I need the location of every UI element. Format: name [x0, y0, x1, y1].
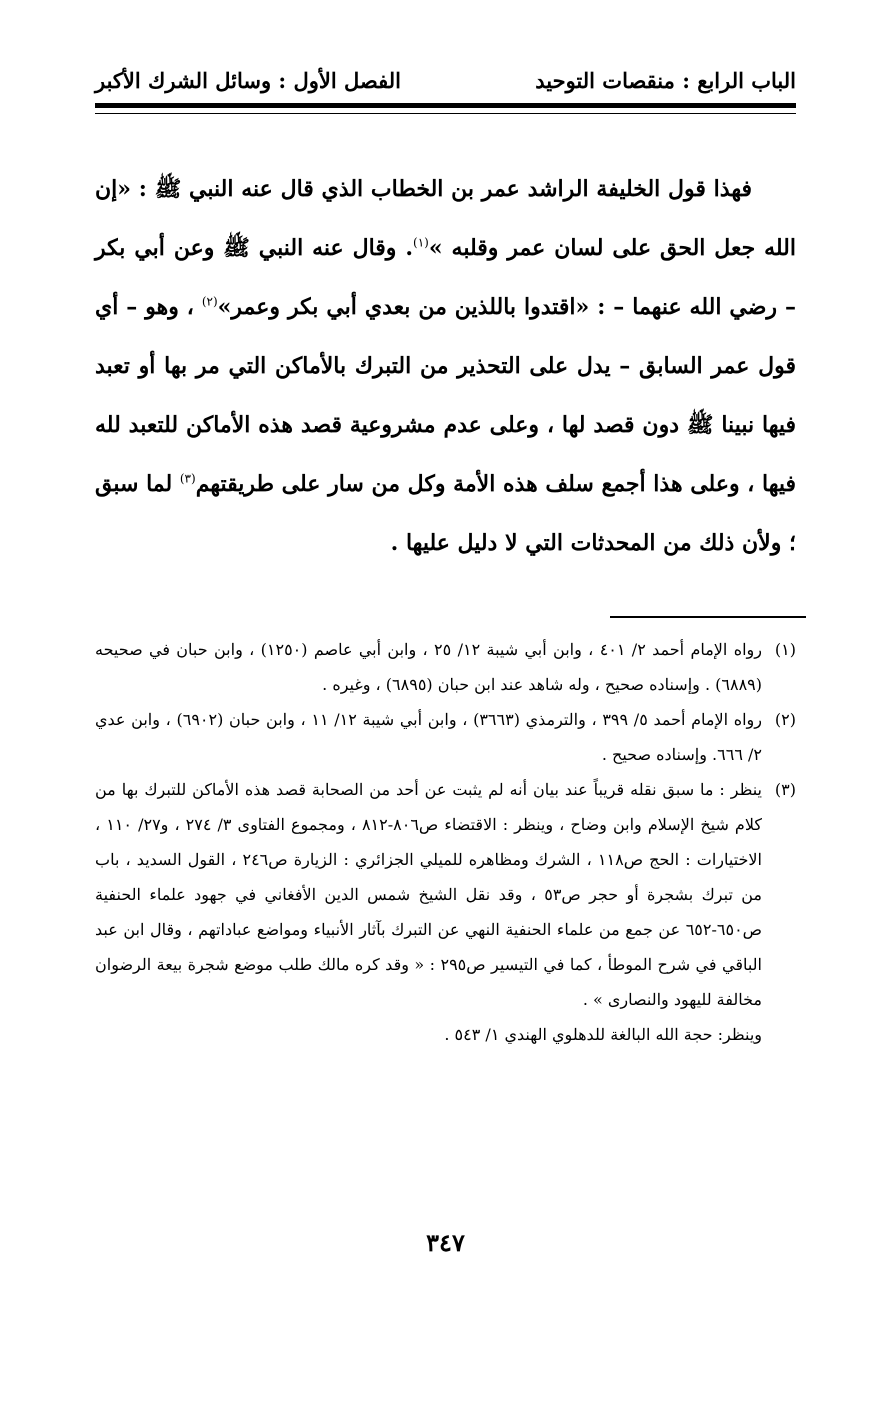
footnote-ref-1[interactable]: (١) — [413, 235, 429, 250]
main-text-segment-2: . وقال عنه النبي ﷺ وعن أبي بكر – رضي الله عنهما – : «اقتدوا باللذين من بعدي أبي بكر وعمر» — [95, 235, 796, 320]
footnote-1 — [95, 632, 796, 702]
footnote-ref-2[interactable]: (٢) — [201, 294, 218, 309]
header-chapter-title: الباب الرابع : منقصات التوحيد — [535, 67, 796, 93]
footnote-number: (٢) — [774, 710, 796, 729]
main-text — [95, 160, 796, 573]
footnote-2 — [95, 702, 796, 772]
main-text-segment-1: فهذا قول الخليفة الراشد عمر بن الخطاب الذي قال عنه النبي ﷺ : «إن الله جعل الحق على لسان عمر وقلبه » — [95, 176, 796, 261]
footnote-3-continuation: وينظر: حجة الله البالغة للدهلوي الهندي ١/ ٥٤٣ . — [444, 1025, 762, 1044]
main-text-segment-4: لما سبق ؛ ولأن ذلك من المحدثات التي لا دليل عليها . — [94, 471, 796, 556]
header-section-title: الفصل الأول : وسائل الشرك الأكبر — [95, 67, 401, 93]
main-paragraph — [95, 160, 796, 573]
running-header — [95, 58, 796, 102]
header-rule-thick — [95, 103, 796, 108]
footnote-text: رواه الإمام أحمد ٥/ ٣٩٩ ، والترمذي (٣٦٦٣) ، وابن أبي شيبة ١٢/ ١١ ، وابن حبان (٦٩٠٢) ، وابن عدي ٢/ ٦٦٦. وإسناده صحيح . — [95, 710, 763, 764]
footnote-separator — [610, 616, 806, 618]
page-number: ٣٤٧ — [426, 1228, 465, 1257]
footnote-ref-3[interactable]: (٣) — [179, 471, 196, 486]
main-text-segment-3: ، وهو – أي قول عمر السابق – يدل على التحذير من التبرك بالأماكن التي مر بها أو تعبد فيها نبينا ﷺ دون قصد لها ، وعلى عدم مشروعية قصد هذه الأماكن للتعبد لله فيها ، وعلى هذا أجمع سلف هذه الأمة وكل من سار على طريقتهم — [95, 294, 796, 497]
footnote-text: ينظر : ما سبق نقله قريباً عند بيان أنه لم يثبت عن أحد من الصحابة قصد هذه الأماكن للتبرك بها من كلام شيخ الإسلام وابن وضاح ، وينظر : الاقتضاء ص٨٠٦-٨١٢ ، ومجموع الفتاوى ٣/ ٢٧٤ ، و٢٧/ ١١٠ ، الاختيارات : الحج ص١١٨ ، الشرك ومظاهره للميلي الجزائري : الزيارة ص٢٤٦ ، القول السديد ، باب من تبرك بشجرة أو حجر ص٥٣ ، وقد نقل الشيخ شمس الدين الأفغاني في جهود علماء الحنفية ص٦٥٠-٦٥٢ عن جمع من علماء الحنفية النهي عن التبرك بآثار الأنبياء ومواضع عباداتهم ، وقال ابن عبد الباقي في شرح الموطأ ، كما في التيسير ص٢٩٥ : « وقد كره مالك طلب موضع شجرة بيعة الرضوان مخالفة لليهود والنصارى » . — [95, 780, 763, 1009]
footnote-number: (١) — [774, 640, 796, 659]
footnote-3 — [95, 772, 796, 1017]
footnote-text: رواه الإمام أحمد ٢/ ٤٠١ ، وابن أبي شيبة ١٢/ ٢٥ ، وابن أبي عاصم (١٢٥٠) ، وابن حبان في صحيحه (٦٨٨٩) . وإسناده صحيح ، وله شاهد عند ابن حبان (٦٨٩٥) ، وغيره . — [95, 640, 762, 694]
header-rule-thin — [95, 113, 796, 114]
footnote-number: (٣) — [774, 780, 796, 799]
footnotes — [95, 632, 796, 1052]
